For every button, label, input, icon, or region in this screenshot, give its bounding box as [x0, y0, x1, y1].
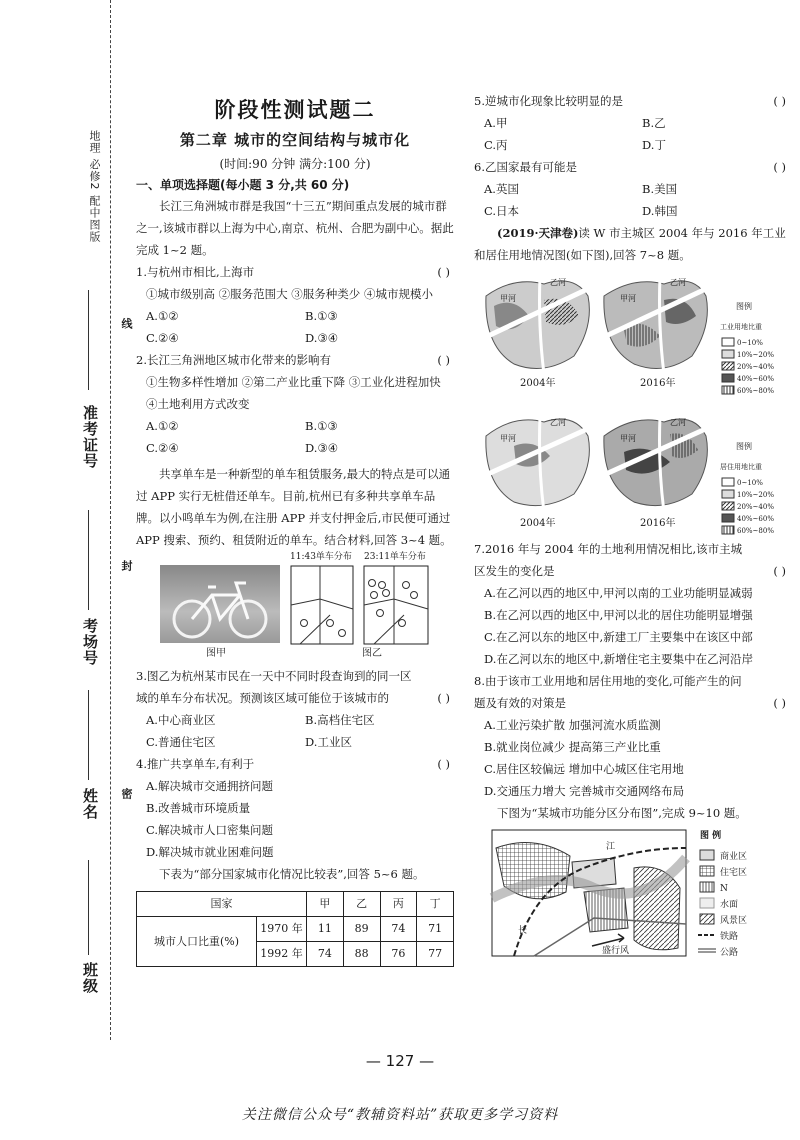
table-row: 1992 年 74 88 76 77 — [137, 942, 454, 967]
page-number: — 127 — — [365, 1052, 435, 1070]
func-legend-items: 商业区 住宅区 N 水面 风景区 铁路 公路 — [720, 852, 748, 958]
fig-caption-2: 图乙 — [362, 648, 382, 659]
right-column — [474, 90, 790, 960]
left-column — [136, 95, 454, 967]
intro-q3-4: 共享单车是一种新型的单车租赁服务,最大的特点是可以通过 APP 实行无桩借还单车。目前,杭州已有多种共享单车品牌。以小鸣单车为例,在注册 APP 并支付押金后,市民便可通过 APP 搜索、预约、租赁附近的单车。结合材料,回答 3~4 题。 — [136, 467, 452, 547]
func-legend-title: 图 例 — [700, 831, 722, 841]
subject-info: 地理 必修2 配中图版 — [88, 130, 101, 243]
option[interactable]: D.解决城市就业困难问题 — [146, 845, 274, 859]
section-heading: 一、单项选择题(每小题 3 分,共 60 分) — [136, 178, 350, 192]
figure-row — [136, 552, 454, 665]
intro-q7-8: (2019·天津卷)读 W 市主城区 2004 年与 2016 年工业和居住用地情况图(如下图),回答 7~8 题。 — [474, 226, 786, 262]
room-line — [88, 510, 89, 610]
name-line — [88, 690, 89, 780]
page-title: 阶段性测试题二 — [214, 98, 376, 122]
q6-options — [474, 178, 790, 222]
function-zone-map — [474, 828, 790, 960]
table-row: 城市人口比重(%) 1970 年 11 89 74 71 — [137, 917, 454, 942]
option[interactable]: C.居住区较偏远 增加中心城区住宅用地 — [484, 762, 684, 776]
map-label-yi: 乙河 — [550, 418, 566, 427]
map-year-2016: 2016年 — [640, 518, 676, 529]
table-row-label: 城市人口比重(%) — [137, 917, 257, 967]
name-label: 姓名 — [81, 788, 99, 820]
legend-title: 图例 — [736, 302, 752, 311]
map-label-jia: 甲河 — [500, 434, 516, 443]
question-7: 7.2016 年与 2004 年的土地利用情况相比,该市主城区发生的变化是 ( ) — [474, 542, 786, 578]
legend-title: 图例 — [736, 442, 752, 451]
land-use-maps — [474, 266, 790, 538]
time-score: (时间:90 分钟 满分:100 分) — [219, 157, 371, 171]
option[interactable]: C.②④ — [146, 441, 179, 455]
option[interactable]: D.交通压力增大 完善城市交通网络布局 — [484, 784, 685, 798]
map2-title: 23:11单车分布 — [364, 552, 426, 562]
intro-q9-10: 下图为“某城市功能分区分布图”,完成 9~10 题。 — [497, 806, 747, 820]
map-label-yi: 乙河 — [670, 418, 686, 427]
option[interactable]: B.就业岗位减少 提高第三产业比重 — [484, 740, 661, 754]
urbanization-table — [136, 891, 454, 967]
table-intro: 下表为“部分国家城市化情况比较表”,回答 5~6 题。 — [159, 867, 425, 881]
chapter-title: 第二章 城市的空间结构与城市化 — [179, 131, 411, 149]
func-map-river: 江 — [606, 842, 616, 852]
option[interactable]: A.工业污染扩散 加强河流水质监测 — [484, 718, 661, 732]
room-label: 考场号 — [81, 618, 99, 666]
question-1: 1.与杭州市相比,上海市 ( ) — [136, 265, 450, 279]
legend-levels: 0~10% 10%~20% 20%~40% 40%~60% 60%~80% — [737, 479, 774, 535]
question-2: 2.长江三角洲地区城市化带来的影响有 ( ) — [136, 353, 450, 367]
intro-q1-2: 长江三角洲城市群是我国“十三五”期间重点发展的城市群之一,该城市群以上海为中心,南京、杭州、合肥为副中心。据此完成 1~2 题。 — [136, 199, 454, 257]
question-6: 6.乙国家最有可能是 ( ) — [474, 160, 786, 174]
exam-id-line — [88, 290, 89, 390]
option[interactable]: A.在乙河以西的地区中,甲河以南的工业功能明显减弱 — [484, 586, 753, 600]
map-year-2016: 2016年 — [640, 378, 676, 389]
func-map-wind: 盛行风 — [602, 946, 630, 956]
option[interactable]: B.在乙河以西的地区中,甲河以北的居住功能明显增强 — [484, 608, 753, 622]
legend-industrial: 工业用地比重 — [720, 323, 762, 331]
option[interactable]: A.①② — [146, 309, 179, 323]
option[interactable]: C.②④ — [146, 331, 179, 345]
question-8: 8.由于该市工业用地和居住用地的变化,可能产生的问题及有效的对策是 ( ) — [474, 674, 786, 710]
legend-levels: 0~10% 10%~20% 20%~40% 40%~60% 60%~80% — [737, 339, 774, 395]
option[interactable]: C.丙 — [484, 138, 508, 152]
question-3: 3.图乙为杭州某市民在一天中不同时段查询到的同一区域的单车分布状况。预测该区域可能位于该城市的 ( ) — [136, 669, 450, 705]
q3-options — [136, 709, 454, 753]
option[interactable]: C.日本 — [484, 204, 520, 218]
option[interactable]: A.中心商业区 — [146, 713, 216, 727]
class-line — [88, 860, 89, 955]
q1-items: ①城市级别高 ②服务范围大 ③服务种类少 ④城市规模小 — [146, 287, 433, 301]
option[interactable]: C.普通住宅区 — [146, 735, 216, 749]
question-5: 5.逆城市化现象比较明显的是 ( ) — [474, 94, 786, 108]
option[interactable]: A.英国 — [484, 182, 519, 196]
option[interactable]: D.韩国 — [642, 204, 678, 218]
table-header-country: 国家 — [137, 892, 307, 917]
table-header: 丁 — [417, 892, 454, 917]
map-label-jia: 甲河 — [620, 294, 636, 303]
map-label-yi: 乙河 — [550, 278, 566, 287]
legend-residential: 居住用地比重 — [720, 463, 762, 471]
q2-items: ①生物多样性增加 ②第二产业比重下降 ③工业化进程加快 ④土地利用方式改变 — [146, 375, 441, 411]
table-header: 乙 — [343, 892, 380, 917]
map-label-yi: 乙河 — [670, 278, 686, 287]
option[interactable]: B.①③ — [305, 419, 338, 433]
option[interactable]: D.③④ — [305, 331, 339, 345]
class-label: 班级 — [81, 962, 99, 994]
binding-dashed-line — [110, 0, 111, 1040]
binding-label-mi: 密 — [120, 788, 133, 799]
binding-label-line: 线 — [120, 318, 133, 329]
map-year-2004: 2004年 — [520, 518, 556, 529]
map-label-jia: 甲河 — [500, 294, 516, 303]
func-map-chang: 长 — [518, 926, 528, 936]
option[interactable]: A.①② — [146, 419, 179, 433]
option[interactable]: B.乙 — [642, 116, 666, 130]
map-year-2004: 2004年 — [520, 378, 556, 389]
q2-options — [136, 415, 454, 459]
q1-options — [136, 305, 454, 349]
option[interactable]: D.在乙河以东的地区中,新增住宅主要集中在乙河沿岸 — [484, 652, 754, 666]
option[interactable]: B.①③ — [305, 309, 338, 323]
option[interactable]: A.甲 — [484, 116, 508, 130]
option[interactable]: D.丁 — [642, 138, 666, 152]
option[interactable]: D.③④ — [305, 441, 339, 455]
map-label-jia: 甲河 — [620, 434, 636, 443]
option[interactable]: C.解决城市人口密集问题 — [146, 823, 274, 837]
table-header: 丙 — [380, 892, 417, 917]
bike-photo — [160, 565, 280, 643]
bicycle-icon — [160, 565, 280, 643]
map1-title: 11:43单车分布 — [290, 552, 352, 562]
option[interactable]: C.在乙河以东的地区中,新建工厂主要集中在该区中部 — [484, 630, 753, 644]
q5-options — [474, 112, 790, 156]
bike-distribution-maps — [290, 565, 430, 645]
binding-label-feng: 封 — [120, 560, 133, 571]
option[interactable]: A.解决城市交通拥挤问题 — [146, 779, 273, 793]
option[interactable]: D.工业区 — [305, 735, 352, 749]
fig-caption-1: 图甲 — [206, 648, 226, 659]
footer-note: 关注微信公众号“教辅资料站”获取更多学习资料 — [241, 1107, 559, 1123]
option[interactable]: B.改善城市环境质量 — [146, 801, 251, 815]
option[interactable]: B.高档住宅区 — [305, 713, 375, 727]
question-4: 4.推广共享单车,有利于 ( ) — [136, 757, 450, 771]
option[interactable]: B.美国 — [642, 182, 678, 196]
exam-id-label: 准考证号 — [81, 405, 99, 469]
table-header: 甲 — [307, 892, 344, 917]
